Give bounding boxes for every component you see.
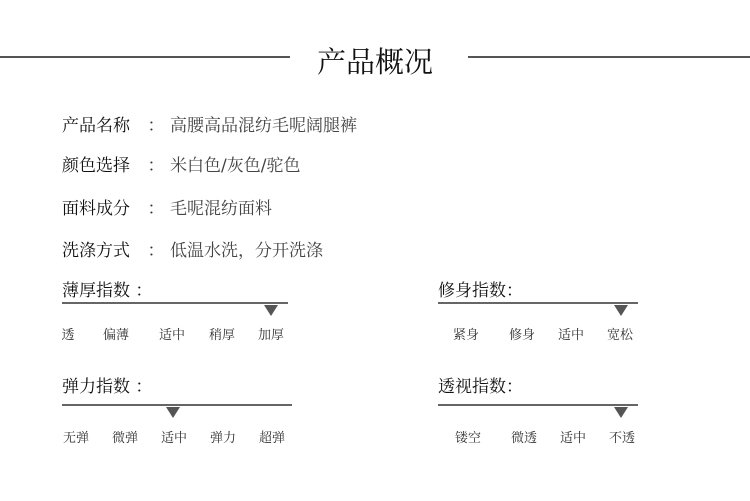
scale-option: 紧身 bbox=[452, 328, 480, 343]
scale-option: 不透 bbox=[608, 431, 636, 446]
scale-option: 微弹 bbox=[111, 431, 139, 446]
scale-option: 无弹 bbox=[62, 431, 90, 446]
detail-separator: ： bbox=[147, 199, 165, 219]
scale-option: 偏薄 bbox=[102, 328, 130, 343]
scale-option: 超弹 bbox=[258, 431, 286, 446]
scale-option: 微透 bbox=[510, 431, 538, 446]
scale-option: 适中 bbox=[559, 431, 587, 446]
scale-option: 弹力 bbox=[209, 431, 237, 446]
fit-scale-track bbox=[438, 302, 638, 304]
transparency-scale-track bbox=[438, 404, 638, 406]
detail-separator: ： bbox=[147, 116, 165, 136]
fit-scale-label: 修身指数： bbox=[438, 281, 523, 301]
scale-option: 适中 bbox=[557, 328, 585, 343]
title-right-rule bbox=[468, 56, 750, 58]
detail-row-fabric bbox=[62, 194, 272, 219]
detail-label: 产品名称 bbox=[62, 116, 130, 136]
thickness-scale-track bbox=[62, 302, 288, 304]
detail-separator: ： bbox=[147, 241, 165, 261]
scale-option: 适中 bbox=[158, 328, 186, 343]
thickness-scale-marker bbox=[264, 305, 278, 316]
transparency-scale-label: 透视指数： bbox=[438, 377, 523, 397]
thickness-scale-label: 薄厚指数 ： bbox=[62, 281, 153, 301]
detail-row-color bbox=[62, 151, 300, 176]
scale-option: 稍厚 bbox=[208, 328, 236, 343]
transparency-scale-marker bbox=[614, 407, 628, 418]
detail-row-name bbox=[62, 111, 357, 136]
elasticity-scale-track bbox=[62, 404, 292, 406]
scale-option: 适中 bbox=[160, 431, 188, 446]
page-title: 产品概况 bbox=[316, 45, 433, 79]
detail-value: 米白色/灰色/驼色 bbox=[170, 156, 301, 176]
elasticity-scale-label: 弹力指数 ： bbox=[62, 377, 153, 397]
scale-option: 修身 bbox=[508, 328, 536, 343]
fit-scale-marker bbox=[614, 305, 628, 316]
scale-option: 透 bbox=[61, 328, 75, 343]
detail-value: 低温水洗，分开洗涤 bbox=[170, 241, 323, 261]
detail-value: 高腰高品混纺毛呢阔腿裤 bbox=[170, 116, 357, 136]
detail-label: 颜色选择 bbox=[62, 156, 130, 176]
scale-option: 宽松 bbox=[606, 328, 634, 343]
detail-label: 面料成分 bbox=[62, 199, 130, 219]
elasticity-scale-marker bbox=[166, 407, 180, 418]
scale-option: 加厚 bbox=[257, 328, 285, 343]
scale-option: 镂空 bbox=[454, 431, 482, 446]
detail-value: 毛呢混纺面料 bbox=[170, 199, 272, 219]
detail-separator: ： bbox=[147, 156, 165, 176]
detail-label: 洗涤方式 bbox=[62, 241, 130, 261]
detail-row-wash bbox=[62, 236, 323, 261]
